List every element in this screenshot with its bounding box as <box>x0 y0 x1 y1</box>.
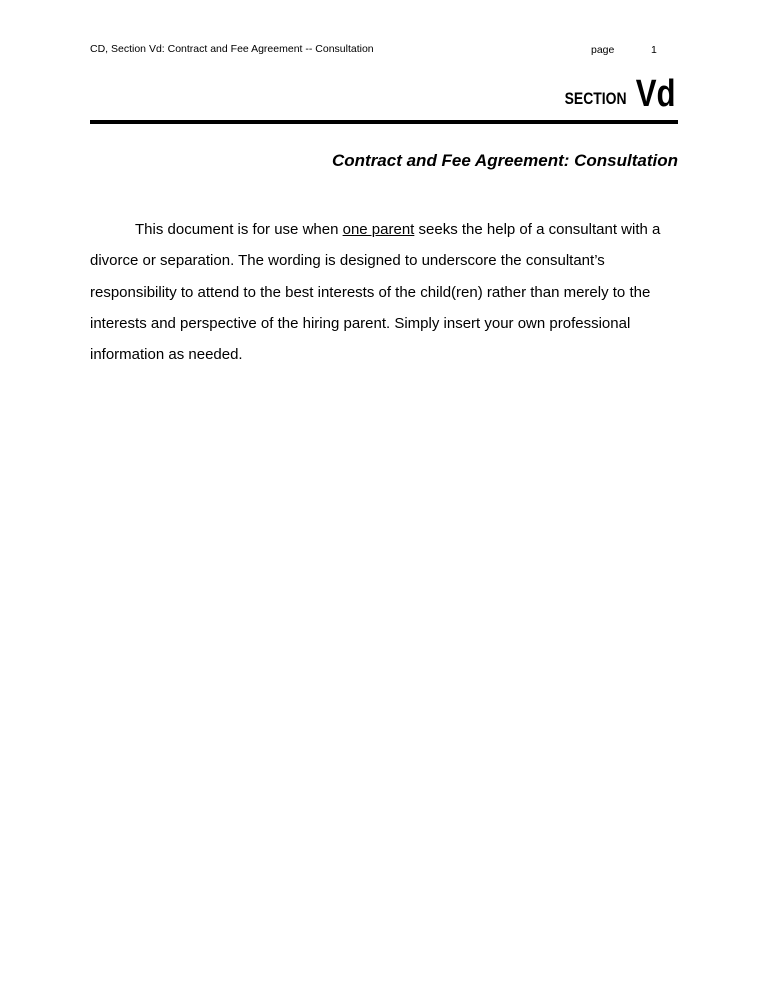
running-header-title: CD, Section Vd: Contract and Fee Agreement -- Consultation <box>90 43 374 55</box>
page-label: page <box>591 44 615 56</box>
document-title: Contract and Fee Agreement: Consultation <box>331 151 678 170</box>
section-number: Vd <box>636 73 676 115</box>
section-label: SECTION <box>565 89 627 108</box>
paragraph-line-4: interests and perspective of the hiring parent. Simply insert your own professional <box>90 314 631 332</box>
section-divider-rule <box>90 120 678 124</box>
paragraph-line-1-end: seeks the help of a consultant with a <box>418 221 661 238</box>
paragraph-line-1 <box>90 214 680 245</box>
intro-paragraph <box>90 214 680 370</box>
emphasized-one-parent: one parent <box>342 221 415 238</box>
paragraph-line-3: responsibility to attend to the best interests of the child(ren) rather than merely to the <box>90 283 651 301</box>
paragraph-line-1-start: This document is for use when <box>135 221 339 238</box>
page-number: 1 <box>651 44 657 56</box>
paragraph-line-5: information as needed. <box>90 346 243 364</box>
paragraph-line-2: divorce or separation. The wording is designed to underscore the consultant’s <box>90 252 605 270</box>
